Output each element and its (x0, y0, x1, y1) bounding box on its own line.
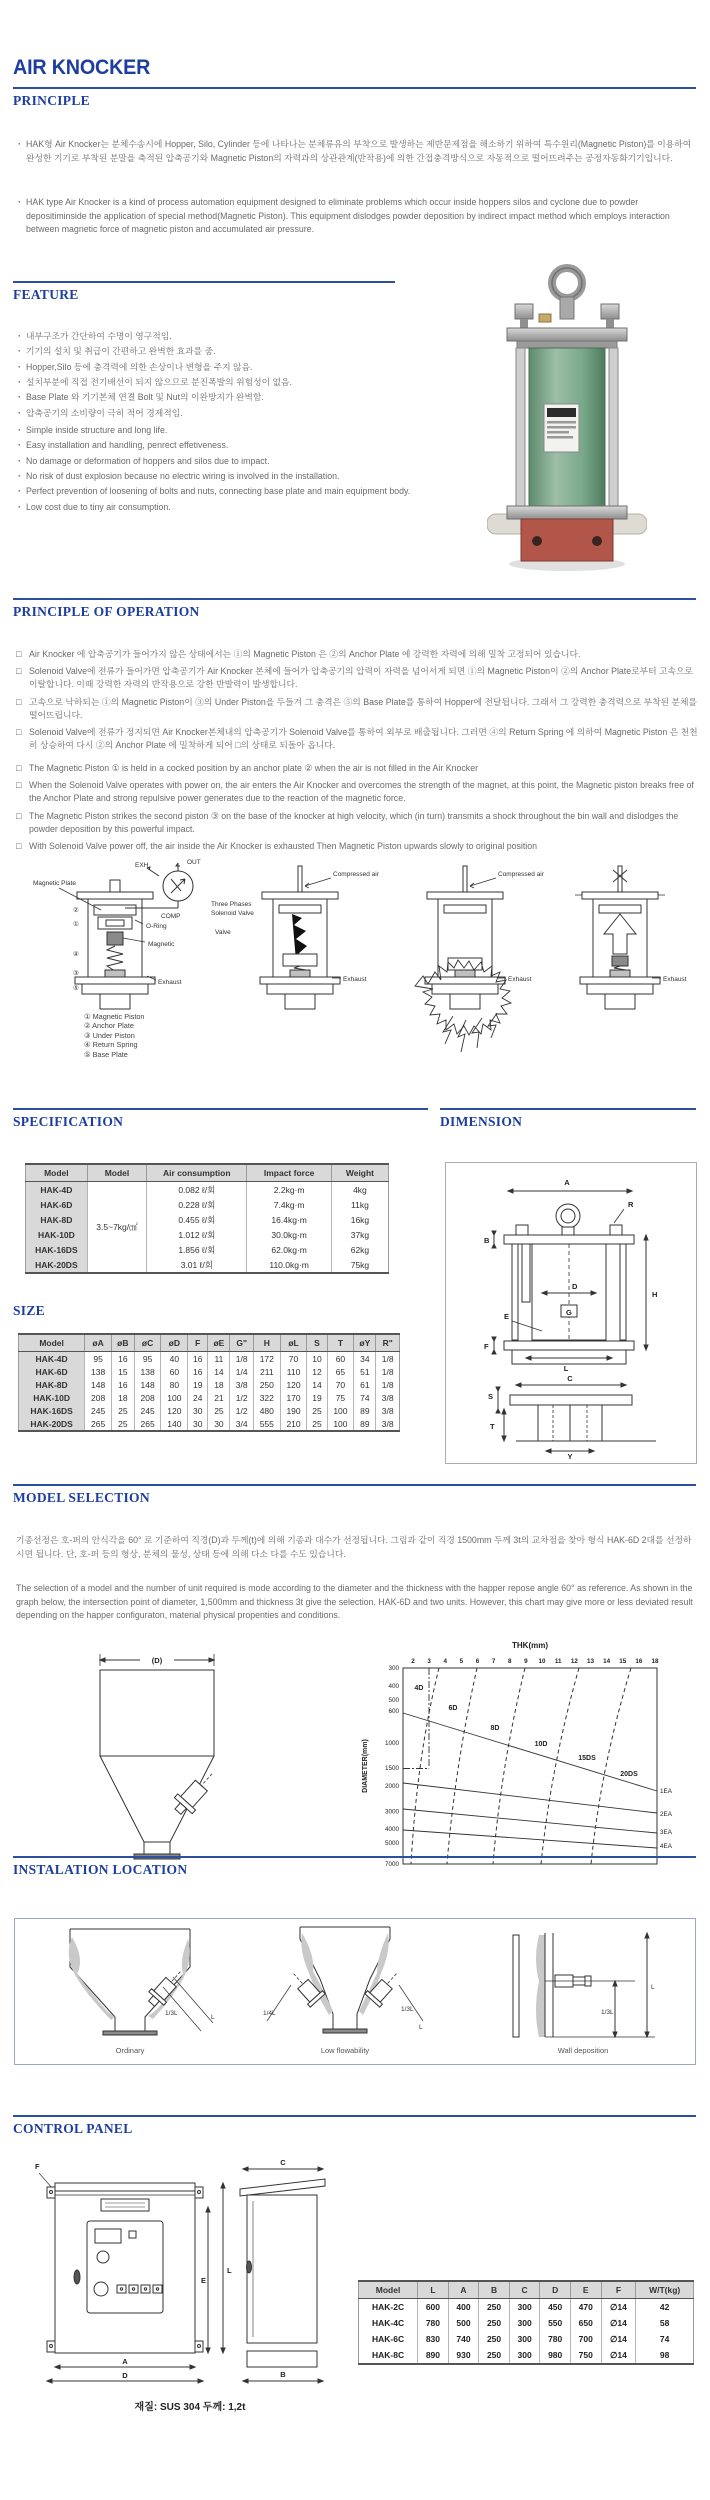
column-header: øE (208, 1334, 230, 1352)
svg-text:1/4L: 1/4L (263, 2010, 276, 2017)
svg-text:8: 8 (508, 1658, 512, 1665)
list-item: · No risk of dust explosion because no electric wiring is involved in the installation. (16, 470, 456, 482)
svg-text:A: A (564, 1178, 570, 1187)
column-header: E (570, 2281, 601, 2299)
svg-text:L: L (651, 1984, 655, 1991)
installation-diagram-wall-deposition (513, 1933, 655, 2037)
installation-diagrams (15, 1919, 693, 2062)
svg-text:2: 2 (411, 1658, 415, 1665)
svg-text:F: F (484, 1342, 489, 1351)
feature-list-en (16, 424, 456, 516)
svg-text:F: F (35, 2162, 40, 2171)
dimension-drawing (446, 1163, 694, 1461)
operation-stage-1-drawing (59, 863, 193, 1009)
column-header: Weight (331, 1164, 388, 1182)
column-header: H (253, 1334, 280, 1352)
svg-text:5000: 5000 (384, 1840, 399, 1848)
svg-text:4000: 4000 (384, 1826, 399, 1834)
svg-text:C: C (280, 2158, 286, 2167)
column-header: øD (161, 1334, 188, 1352)
table-row: HAK-10D 1.012 ℓ/회 30.0kg·m 37kg (26, 1227, 389, 1242)
operation-legend (84, 1012, 144, 1059)
operation-list-ko (16, 648, 700, 756)
table-row: HAK-8D 0.455 ℓ/회 16.4kg·m 16kg (26, 1212, 389, 1227)
svg-text:S: S (488, 1392, 494, 1401)
operation-stage-2-drawing (260, 866, 341, 1009)
legend-item: ① Magnetic Piston (84, 1012, 145, 1021)
table-row: HAK-16DS 1.856 ℓ/회 62.0kg·m 62kg (26, 1242, 389, 1257)
svg-text:300: 300 (388, 1665, 399, 1672)
list-item: □ The Magnetic Piston ① is held in a cocked position by an anchor plate ② when the air is not filled in the Air Knocker (16, 762, 700, 775)
feature-heading: FEATURE (13, 287, 79, 302)
svg-text:④: ④ (73, 951, 79, 958)
svg-text:Magnetic: Magnetic (148, 941, 175, 948)
svg-text:D: D (572, 1282, 578, 1291)
svg-text:10: 10 (538, 1658, 546, 1665)
model-selection-text-en: The selection of a model and the number of unit required is mode according to the diameter and the thickness with the happer repose angle 60° as reference. As shown in the graph below, the intersection point of diameter, 1,500mm and thickness 3t give the selection. HAK-6D and two units. However, this chart may give more or less deviated result depending on the happer configuraton, material physical propenties and conditions. (16, 1583, 693, 1621)
column-header: A (448, 2281, 479, 2299)
list-item: □ 고속으로 낙하되는 ①의 Magnetic Piston이 ③의 Under Piston을 두들겨 그 충격은 ⑤의 Base Plate를 통하여 Hopper에 전달됩니다. 그래서 그 강력한 충격력으로 부착된 분체를 떨어뜨립니다. (16, 696, 700, 722)
svg-text:4EA: 4EA (660, 1843, 672, 1850)
svg-text:20DS: 20DS (620, 1771, 638, 1778)
specification-table (25, 1163, 389, 1274)
principle-text-en: · HAK type Air Knocker is a kind of process automation equipment designed to eliminate problems which occur inside hoppers silos and cyclone due to powder depositiminside the application of special method(Magnetic Piston). This equipment dislodges powder deposition by indirect impact method which employs interaction between magnetic force of magnetic piston and accumulated air pressure. (16, 196, 686, 237)
svg-text:8D: 8D (490, 1725, 500, 1732)
principle-heading: PRINCIPLE (13, 93, 90, 108)
svg-text:②: ② (73, 907, 79, 914)
svg-text:Exhaust: Exhaust (663, 976, 687, 983)
svg-text:①: ① (73, 921, 79, 928)
chart-ylabel: DIAMETER(mm) (362, 1739, 369, 1793)
principle-text-ko: · HAK형 Air Knocker는 분체수송시에 Hopper, Silo, Cylinder 등에 나타나는 분체류유의 부착으로 발생하는 제반문제점을 해소하기 위하여 특수원리(Magnetic Piston)를 이용하여 완성한 기기로 부착된 분말을 축적된 압축공기와 Magnetic Piston의 자력과의 상관관계(반작용)에 의한 간접충격방식으로 자동적으로 떨어뜨려주는 공정자동화기기입니다. (16, 138, 702, 165)
list-item: · 압축공기의 소비량이 극히 적어 경제적임. (16, 407, 456, 419)
svg-text:2000: 2000 (384, 1783, 399, 1791)
svg-text:1/3L: 1/3L (401, 2006, 414, 2013)
operation-heading: PRINCIPLE OF OPERATION (13, 604, 200, 619)
column-header: øC (134, 1334, 161, 1352)
list-item: · Perfect prevention of loosening of bolts and nuts, connecting base plate and main equipment body. (16, 485, 456, 497)
svg-text:Valve: Valve (215, 929, 231, 936)
svg-text:B: B (280, 2370, 286, 2379)
svg-text:13: 13 (586, 1658, 594, 1665)
hopper-diagram (88, 1646, 228, 1876)
installation-caption-ordinary: Ordinary (115, 2046, 145, 2055)
table-row: HAK-10D 208 18 208 100 24 21 1/2 322 170 19 75 74 3/8 (19, 1391, 400, 1404)
svg-text:Magnetic Plate: Magnetic Plate (33, 880, 76, 887)
specification-heading: SPECIFICATION (13, 1114, 124, 1129)
model-selection-chart (355, 1636, 705, 1891)
control-panel-drawing (25, 2155, 355, 2390)
column-header: G" (230, 1334, 253, 1352)
column-header: T (327, 1334, 354, 1352)
svg-text:③: ③ (73, 970, 79, 977)
column-header: Model (26, 1164, 88, 1182)
svg-text:5: 5 (459, 1658, 464, 1665)
svg-text:A: A (122, 2357, 128, 2366)
svg-text:L: L (227, 2266, 232, 2275)
section-divider (13, 598, 696, 600)
column-header: C (509, 2281, 540, 2299)
legend-item: ⑤ Base Plate (84, 1049, 128, 1059)
svg-text:Y: Y (567, 1452, 573, 1461)
installation-caption-low-flowability: Low flowability (320, 2046, 370, 2055)
svg-text:EXH: EXH (135, 862, 149, 869)
svg-text:D: D (122, 2371, 128, 2380)
size-heading: SIZE (13, 1303, 45, 1318)
operation-stage-3-drawing (415, 866, 511, 1052)
svg-text:(D): (D) (151, 1656, 163, 1665)
column-header: F (188, 1334, 208, 1352)
svg-text:OUT: OUT (187, 859, 201, 866)
table-row: HAK-20DS 3.01 ℓ/회 110.0kg·m 75kg (26, 1257, 389, 1273)
svg-text:E: E (504, 1312, 510, 1321)
svg-text:Compressed air: Compressed air (333, 871, 379, 878)
list-item: · 기기의 설치 및 취급이 간편하고 완벽한 효과를 줌. (16, 345, 456, 357)
column-header: øL (280, 1334, 307, 1352)
table-row: HAK-4D 95 16 95 40 16 11 1/8 172 70 10 60 34 1/8 (19, 1352, 400, 1366)
column-header: Air consumption (147, 1164, 247, 1182)
svg-text:Compressed air: Compressed air (498, 871, 544, 878)
dimension-heading: DIMENSION (440, 1114, 523, 1129)
section-divider (13, 87, 696, 89)
table-row: HAK-6C 830 740 250 300 780 700 ∅14 74 (359, 2331, 694, 2347)
svg-text:1/3L: 1/3L (165, 2010, 178, 2017)
control-panel-heading: CONTROL PANEL (13, 2121, 133, 2136)
installation-diagram-low-flowability (263, 1927, 423, 2033)
svg-text:1500: 1500 (384, 1765, 399, 1773)
list-item: · 설치부분에 직접 전기배선이 되지 않으므로 분진폭발의 위험성이 없음. (16, 376, 456, 388)
svg-text:Three Phases: Three Phases (211, 901, 252, 908)
svg-text:H: H (652, 1290, 658, 1299)
svg-text:O-Ring: O-Ring (146, 923, 167, 930)
svg-text:18: 18 (651, 1658, 659, 1665)
list-item: · Simple inside structure and long life. (16, 424, 456, 436)
svg-text:L: L (563, 1364, 569, 1373)
svg-text:3: 3 (427, 1658, 431, 1665)
svg-text:Exhaust: Exhaust (508, 976, 532, 983)
svg-text:R: R (628, 1200, 634, 1209)
feature-list-ko (16, 330, 456, 422)
svg-text:7000: 7000 (384, 1861, 399, 1868)
svg-text:Exhaust: Exhaust (343, 976, 367, 983)
model-selection-heading: MODEL SELECTION (13, 1490, 150, 1505)
svg-text:C: C (567, 1374, 573, 1383)
installation-heading: INSTALATION LOCATION (13, 1862, 188, 1877)
list-item: □ Solenoid Valve에 전류가 들어가면 압축공기가 Air Knocker 본체에 들어가 압축공기의 압력이 자력을 넘어서게 되면 ①의 Magnetic Piston이 ②의 Anchor Plate로부터 고속으로 이탈합니다. 이때 강력한 자력의 반작용으로 강한 반발력이 발생합니다. (16, 665, 700, 691)
svg-text:6: 6 (475, 1658, 480, 1665)
column-header: øB (111, 1334, 134, 1352)
svg-text:4D: 4D (414, 1685, 424, 1692)
column-header: W/T(kg) (636, 2281, 694, 2299)
column-header: R" (376, 1334, 400, 1352)
svg-text:600: 600 (388, 1708, 399, 1716)
model-selection-text-ko: 기종선정은 호-퍼의 안식각을 60° 로 기준하여 직경(D)과 두께(t)에 의해 기종과 대수가 선정됩니다. 그림과 같이 직경 1500mm 두께 3t의 교차점을 찾아 형식 HAK-6D 2대를 선정하시면 됩니다. 단, 호-퍼 등의 형상, 분체의 물성, 상태 등에 의해 다소 다를 수도 있습니다. (16, 1535, 692, 1559)
product-photo (487, 256, 647, 576)
svg-text:10D: 10D (534, 1741, 548, 1748)
table-row: HAK-2C 600 400 250 300 450 470 ∅14 42 (359, 2299, 694, 2316)
column-header: øY (354, 1334, 376, 1352)
installation-diagram-ordinary (69, 1929, 215, 2035)
material-note: 재질: SUS 304 두께: 1,2t (134, 2402, 246, 2413)
svg-text:⑤: ⑤ (73, 985, 79, 992)
list-item: · Base Plate 와 기기본체 연결 Bolt 및 Nut의 이완방지가 완벽함. (16, 391, 456, 403)
svg-text:12: 12 (570, 1658, 578, 1665)
column-header: Model (19, 1334, 85, 1352)
column-header: Model (87, 1164, 146, 1182)
svg-text:COMP: COMP (161, 913, 181, 920)
svg-text:1000: 1000 (384, 1739, 399, 1747)
svg-text:T: T (490, 1422, 495, 1431)
svg-text:15DS: 15DS (578, 1755, 596, 1762)
svg-text:15: 15 (619, 1658, 627, 1665)
list-item: □ With Solenoid Valve power off, the air inside the Air Knocker is exhausted Then Magnetic Piston upwards slowly to original position (16, 840, 700, 853)
column-header: L (418, 2281, 449, 2299)
section-divider (440, 1108, 696, 1110)
svg-text:L: L (419, 2024, 423, 2031)
table-row: HAK-8D 148 16 148 80 19 18 3/8 250 120 14 70 61 1/8 (19, 1378, 400, 1391)
control-panel-side-view (240, 2167, 325, 2383)
legend-item: ② Anchor Plate (84, 1021, 134, 1031)
list-item: □ Solenoid Valve에 전류가 정지되면 Air Knocker본체내의 압축공기가 Solenoid Valve를 통하여 외부로 배출됩니다. 그러면 ④의 Return Spring 에 의하여 Magnetic Piston 은 천천히 상승하여 다시 ②의 Anchor Plate 에 밀착하게 되어 □의 상태로 되돌아 옵니다. (16, 726, 700, 752)
operation-list-en (16, 762, 700, 857)
svg-text:16: 16 (635, 1658, 643, 1665)
chart-title: THK(mm) (512, 1641, 548, 1650)
legend-item: ④ Return Spring (84, 1040, 138, 1050)
section-divider (13, 2115, 696, 2117)
svg-text:11: 11 (554, 1658, 562, 1665)
svg-text:400: 400 (388, 1682, 399, 1690)
section-divider (13, 1108, 428, 1110)
table-row: HAK-6D 138 15 138 60 16 14 1/4 211 110 12 65 51 1/8 (19, 1365, 400, 1378)
svg-text:B: B (484, 1236, 490, 1245)
svg-text:3000: 3000 (384, 1808, 399, 1816)
operation-stage-4-drawing (575, 866, 665, 1009)
table-row: HAK-4C 780 500 250 300 550 650 ∅14 58 (359, 2315, 694, 2331)
installation-caption-wall-deposition: Wall deposition (557, 2046, 609, 2055)
column-header: Model (359, 2281, 418, 2299)
table-row: HAK-20DS 265 25 265 140 30 30 3/4 555 210 25 100 89 3/8 (19, 1417, 400, 1431)
column-header: F (601, 2281, 636, 2299)
control-panel-table (358, 2280, 694, 2365)
svg-text:E: E (201, 2276, 207, 2285)
svg-text:14: 14 (603, 1658, 611, 1665)
list-item: · Low cost due to tiny air consumption. (16, 501, 456, 513)
list-item: □ When the Solenoid Valve operates with power on, the air enters the Air Knocker and overcomes the strength of the magnet, at this point, the Magnetic piston breaks free of the Anchor Plate and strong repulsive power generates due to the reaction of the magnetic force. (16, 779, 700, 805)
svg-text:9: 9 (524, 1658, 528, 1665)
list-item: · Hopper,Silo 등에 충격력에 의한 손상이나 변형을 주지 않음. (16, 361, 456, 373)
column-header: S (307, 1334, 327, 1352)
list-item: □ Air Knocker 에 압축공기가 들어가지 않은 상태에서는 ①의 Magnetic Piston 은 ②의 Anchor Plate 에 강력한 자력에 의해 밀착 고정되어 있습니다. (16, 648, 700, 661)
column-header: D (540, 2281, 571, 2299)
svg-text:1/3L: 1/3L (601, 2009, 614, 2016)
column-header: Impact force (247, 1164, 331, 1182)
svg-text:Exhaust: Exhaust (158, 979, 182, 986)
column-header: B (479, 2281, 510, 2299)
svg-text:1EA: 1EA (660, 1788, 672, 1795)
list-item: · No damage or deformation of hoppers and silos due to impact. (16, 455, 456, 467)
control-panel-front-view (39, 2173, 225, 2383)
section-divider (13, 1484, 696, 1486)
column-header: øA (85, 1334, 112, 1352)
list-item: □ The Magnetic Piston strikes the second piston ③ on the base of the knocker at high velocity, which (in turn) transmits a shock throughout the bin wall and dislodges the powder deposition by this powerful impact. (16, 810, 700, 836)
svg-text:6D: 6D (448, 1705, 458, 1712)
size-table (18, 1333, 400, 1432)
svg-text:L: L (211, 2014, 215, 2021)
svg-text:4: 4 (443, 1658, 448, 1665)
svg-text:Solenoid Valve: Solenoid Valve (211, 910, 254, 917)
page-title: AIR KNOCKER (13, 56, 151, 79)
pressure-cell: 3.5~7kg/㎠ (87, 1182, 146, 1274)
svg-text:3EA: 3EA (660, 1829, 672, 1836)
svg-text:500: 500 (388, 1696, 399, 1704)
svg-text:G: G (566, 1308, 572, 1317)
table-row: HAK-16DS 245 25 245 120 30 25 1/2 480 190 25 100 89 3/8 (19, 1404, 400, 1417)
table-row: HAK-6D 0.228 ℓ/회 7.4kg·m 11kg (26, 1197, 389, 1212)
svg-text:7: 7 (491, 1658, 496, 1665)
section-divider (13, 1856, 696, 1858)
list-item: · 내부구조가 간단하여 수명이 영구적임. (16, 330, 456, 342)
section-divider (13, 281, 395, 283)
svg-text:2EA: 2EA (660, 1811, 672, 1818)
legend-item: ③ Under Piston (84, 1030, 135, 1040)
list-item: · Easy installation and handling, penrect effetiveness. (16, 439, 456, 451)
table-row: HAK-4D 3.5~7kg/㎠ 0.082 ℓ/회 2.2kg·m 4kg (26, 1182, 389, 1198)
table-row: HAK-8C 890 930 250 300 980 750 ∅14 98 (359, 2347, 694, 2364)
